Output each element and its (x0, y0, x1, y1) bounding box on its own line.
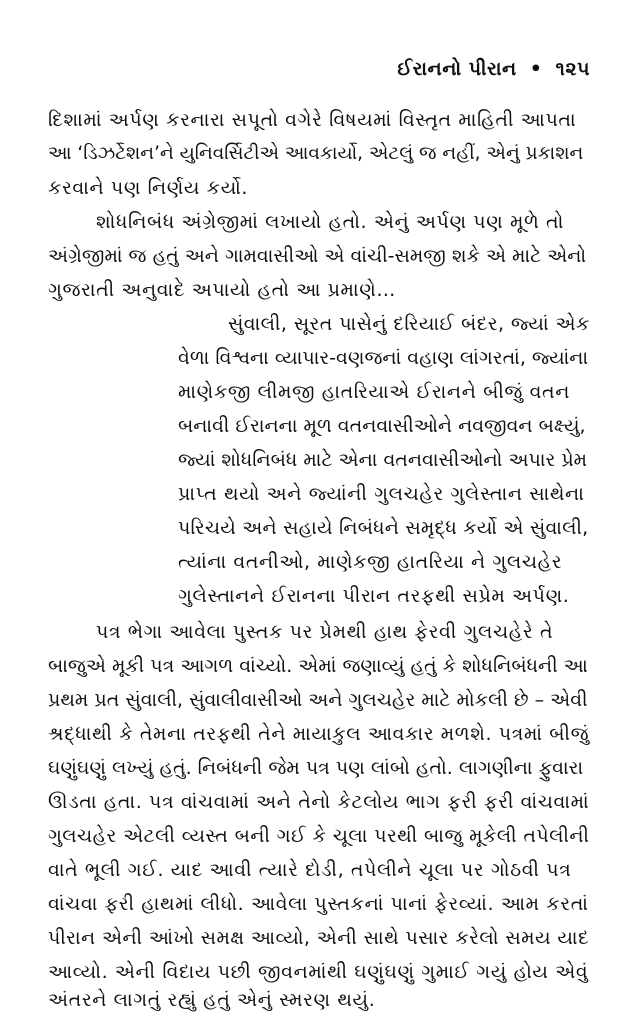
quote-line: સુંવાલી, સૂરત પાસેનું દરિયાઈ બંદર, જ્યાં એક (228, 313, 590, 335)
page-number: ૧૨૫ (555, 58, 590, 80)
text-line: વાંચવા ફરી હાથમાં લીધો. આવેલા પુસ્તકનાં પાનાં ફેરવ્યાં. આમ કરતાં (48, 893, 589, 915)
text-line: દિશામાં અર્પણ કરનારા સપૂતો વગેરે વિષયમાં વિસ્તૃત માહિતી આપતા (48, 109, 577, 131)
running-header (397, 58, 590, 80)
quote-line: માણેકજી લીમજી હાતરિયાએ ઈરાનને બીજું વતન (178, 381, 570, 403)
header-bullet: • (529, 58, 543, 80)
text-line: કરવાને પણ નિર્ણય કર્યો. (48, 177, 249, 199)
quote-line: ત્યાંના વતનીઓ, માણેકજી હાતરિયા ને ગુલચહેર (178, 551, 563, 573)
text-line: ગુજરાતી અનુવાદે અપાયો હતો આ પ્રમાણે… (48, 279, 396, 301)
quote-line: જ્યાં શોધનિબંધ માટે એના વતનવાસીઓનો અપાર પ્રેમ (178, 449, 588, 471)
quote-line: બનાવી ઈરાનના મૂળ વતનવાસીઓને નવજીવન બક્ષ્યું, (178, 415, 586, 437)
text-line: આ ‘ડિઝર્ટેશન’ને યુનિવર્સિટીએ આવકાર્યો, એટલું જ નહીં, એનું પ્રકાશન (48, 143, 584, 164)
quote-line: પરિચયે અને સહાયે નિબંધને સમૃદ્ધ કર્યો એ સુંવાલી, (178, 517, 589, 539)
text-line: શોધનિબંધ અંગ્રેજીમાં લખાયો હતો. એનું અર્પણ પણ મૂળે તો (96, 211, 565, 233)
text-line: શ્રદ્ધાથી કે તેમના તરફથી તેને માયાકુલ આવકાર મળશે. પત્રમાં બીજું (48, 723, 590, 745)
text-line: બાજુએ મૂકી પત્ર આગળ વાંચ્યો. એમાં જણાવ્યું હતું કે શોધનિબંધની આ (48, 655, 588, 677)
quote-line: ગુલેસ્તાનને ઈરાનના પીરાન તરફથી સપ્રેમ અર્પણ. (178, 585, 570, 607)
text-line: ઊડતા હતા. પત્ર વાંચવામાં અને તેનો કેટલોય ભાગ ફરી ફરી વાંચવામાં (48, 791, 590, 813)
quote-line: પ્રાપ્ત થયો અને જ્યાંની ગુલચહેર ગુલેસ્તાન સાથેના (178, 483, 585, 505)
text-line: ગુલચહેર એટલી વ્યસ્ત બની ગઈ કે ચૂલા પરથી બાજુ મૂકેલી તપેલીની (48, 825, 590, 847)
text-line: આવ્યો. એની વિદાય પછી જીવનમાંથી ઘણુંઘણું ગુમાઈ ગયું હોય એવું (48, 961, 589, 983)
text-line: પીરાન એની આંખો સમક્ષ આવ્યો, એની સાથે પસાર કરેલો સમય યાદ (48, 927, 589, 949)
text-line: અંગ્રેજીમાં જ હતું અને ગામવાસીઓ એ વાંચી-સમજી શકે એ માટે એનો (48, 245, 587, 267)
quote-line: વેળા વિશ્વના વ્યાપાર-વણજનાં વહાણ લાંગરતાં, જ્યાંના (178, 347, 589, 369)
text-line: પ્રથમ પ્રત સુંવાલી, સુંવાલીવાસીઓ અને ગુલચહેર માટે મોકલી છે – એવી (48, 689, 588, 711)
text-line: પત્ર ભેગા આવેલા પુસ્તક પર પ્રેમથી હાથ ફેરવી ગુલચહેરે તે (96, 621, 554, 643)
text-line: વાતે ભૂલી ગઈ. યાદ આવી ત્યારે દોડી, તપેલીને ચૂલા પર ગોઠવી પત્ર (48, 859, 572, 881)
running-header-title: ઈરાનનો પીરાન (397, 58, 517, 80)
text-line: અંતરને લાગતું રહ્યું હતું એનું સ્મરણ થયું. (48, 989, 376, 1011)
text-line: ઘણુંઘણું લખ્યું હતું. નિબંધની જેમ પત્ર પણ લાંબો હતો. લાગણીના ફુવારા (48, 757, 584, 779)
